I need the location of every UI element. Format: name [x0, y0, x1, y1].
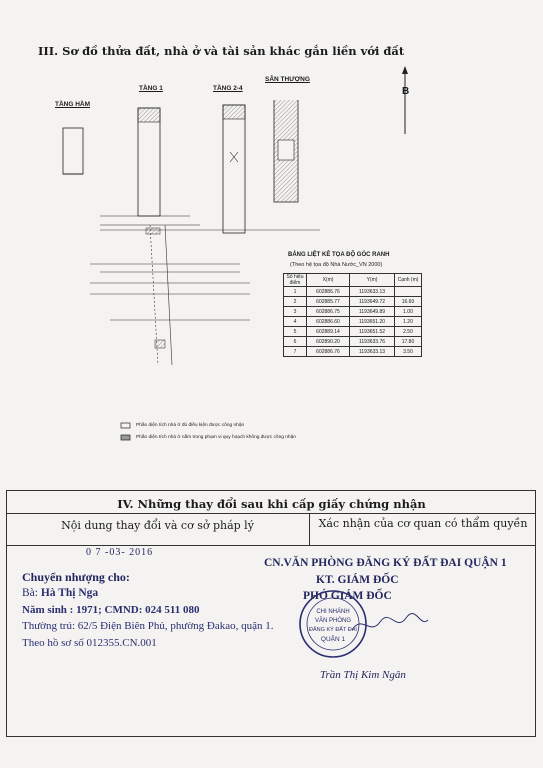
divider [6, 513, 536, 514]
file-number: Theo hồ sơ số 012355.CN.001 [22, 637, 157, 649]
birth-id: Năm sinh : 1971; CMND: 024 511 080 [22, 604, 200, 616]
coordinates-table [283, 273, 422, 357]
table-cell: 602889.14 [307, 327, 350, 337]
north-label: B [402, 86, 410, 97]
name-label: Bà: [22, 587, 38, 599]
change-date: 0 7 -03- 2016 [86, 547, 154, 558]
table-cell: 1193651.20 [350, 317, 395, 327]
floor-label-roof: SÂN THƯỢNG [265, 76, 310, 83]
signer-name: Trần Thị Kim Ngân [320, 669, 406, 681]
table-row [284, 287, 422, 297]
table-row [284, 307, 422, 317]
table-row [284, 347, 422, 357]
table-row [284, 327, 422, 337]
table-cell: 602886.60 [307, 317, 350, 327]
table-cell: 7 [284, 347, 307, 357]
table-cell: 1193651.52 [350, 327, 395, 337]
coordinates-subtitle: (Theo hệ tọa độ Nhà Nước_VN 2000) [290, 262, 383, 268]
floor-label-basement: TẦNG HẦM [55, 101, 91, 108]
table-cell: 1193633.13 [350, 287, 395, 297]
table-cell: 1193649.72 [350, 297, 395, 307]
office-stamp: CN.VĂN PHÒNG ĐĂNG KÝ ĐẤT ĐAI QUẬN 1 [264, 557, 507, 569]
table-cell: 602886.75 [307, 307, 350, 317]
deputy-line-2: PHÓ GIÁM ĐỐC [303, 590, 392, 602]
deputy-line-1: KT. GIÁM ĐỐC [316, 574, 399, 586]
legend-item: Phần diện tích nhà ở đủ điều kiện được công nhận [136, 423, 245, 428]
table-cell: 4 [284, 317, 307, 327]
table-row [284, 297, 422, 307]
table-cell: 1.00 [395, 307, 422, 317]
table-row [284, 317, 422, 327]
site-plan-drawing [60, 100, 383, 420]
floor-label-upper: TẦNG 2-4 [213, 85, 243, 92]
table-cell: 2 [284, 297, 307, 307]
table-cell: 6 [284, 337, 307, 347]
table-cell: 602890.20 [307, 337, 350, 347]
table-cell: 17.80 [395, 337, 422, 347]
table-cell: 602885.77 [307, 297, 350, 307]
address: Thường trú: 62/5 Điện Biên Phủ, phường Đakao, quận 1. [22, 620, 274, 632]
seal-line: QUẬN 1 [320, 636, 346, 643]
seal-line: CHI NHÁNH [316, 609, 350, 615]
seal-line: VĂN PHÒNG [314, 618, 352, 624]
north-arrow-icon [398, 66, 412, 136]
table-header: Số hiệu điểm [284, 274, 307, 287]
table-cell: 602886.76 [307, 287, 350, 297]
divider [6, 545, 536, 546]
table-cell: 2.50 [395, 327, 422, 337]
table-header: Y(m) [350, 274, 395, 287]
table-cell: 602886.76 [307, 347, 350, 357]
table-cell: 3.50 [395, 347, 422, 357]
table-header: Cạnh (m) [395, 274, 422, 287]
table-cell: 1 [284, 287, 307, 297]
table-header-row [284, 274, 422, 287]
legend-item: Phần diện tích nhà ở nằm trong phạm vi quy hoạch không được công nhận [136, 435, 296, 440]
section-3-title: III. Sơ đồ thửa đất, nhà ở và tài sản khác gắn liền với đất [38, 44, 405, 58]
table-header: X(m) [307, 274, 350, 287]
legend-swatches [120, 422, 132, 442]
coordinates-title: BẢNG LIỆT KÊ TỌA ĐỘ GÓC RANH [288, 252, 390, 258]
table-cell: 1193633.76 [350, 337, 395, 347]
signature-mark [350, 610, 430, 640]
table-cell: 3 [284, 307, 307, 317]
transfer-title: Chuyển nhượng cho: [22, 570, 130, 584]
table-cell: 1193649.89 [350, 307, 395, 317]
table-row [284, 337, 422, 347]
column-header-content: Nội dung thay đổi và cơ sở pháp lý [61, 519, 254, 532]
table-cell: 1.20 [395, 317, 422, 327]
table-cell: 1193633.13 [350, 347, 395, 357]
table-cell: 5 [284, 327, 307, 337]
section-4-title: IV. Những thay đổi sau khi cấp giấy chứng nhận [117, 497, 426, 511]
column-header-confirmation: Xác nhận của cơ quan có thẩm quyền [318, 517, 528, 530]
seal-line: ĐĂNG KÝ ĐẤT ĐAI [309, 627, 357, 633]
table-cell [395, 287, 422, 297]
owner-name: Hà Thị Nga [40, 587, 99, 599]
floor-label-ground: TẦNG 1 [139, 85, 163, 92]
table-cell: 16.60 [395, 297, 422, 307]
